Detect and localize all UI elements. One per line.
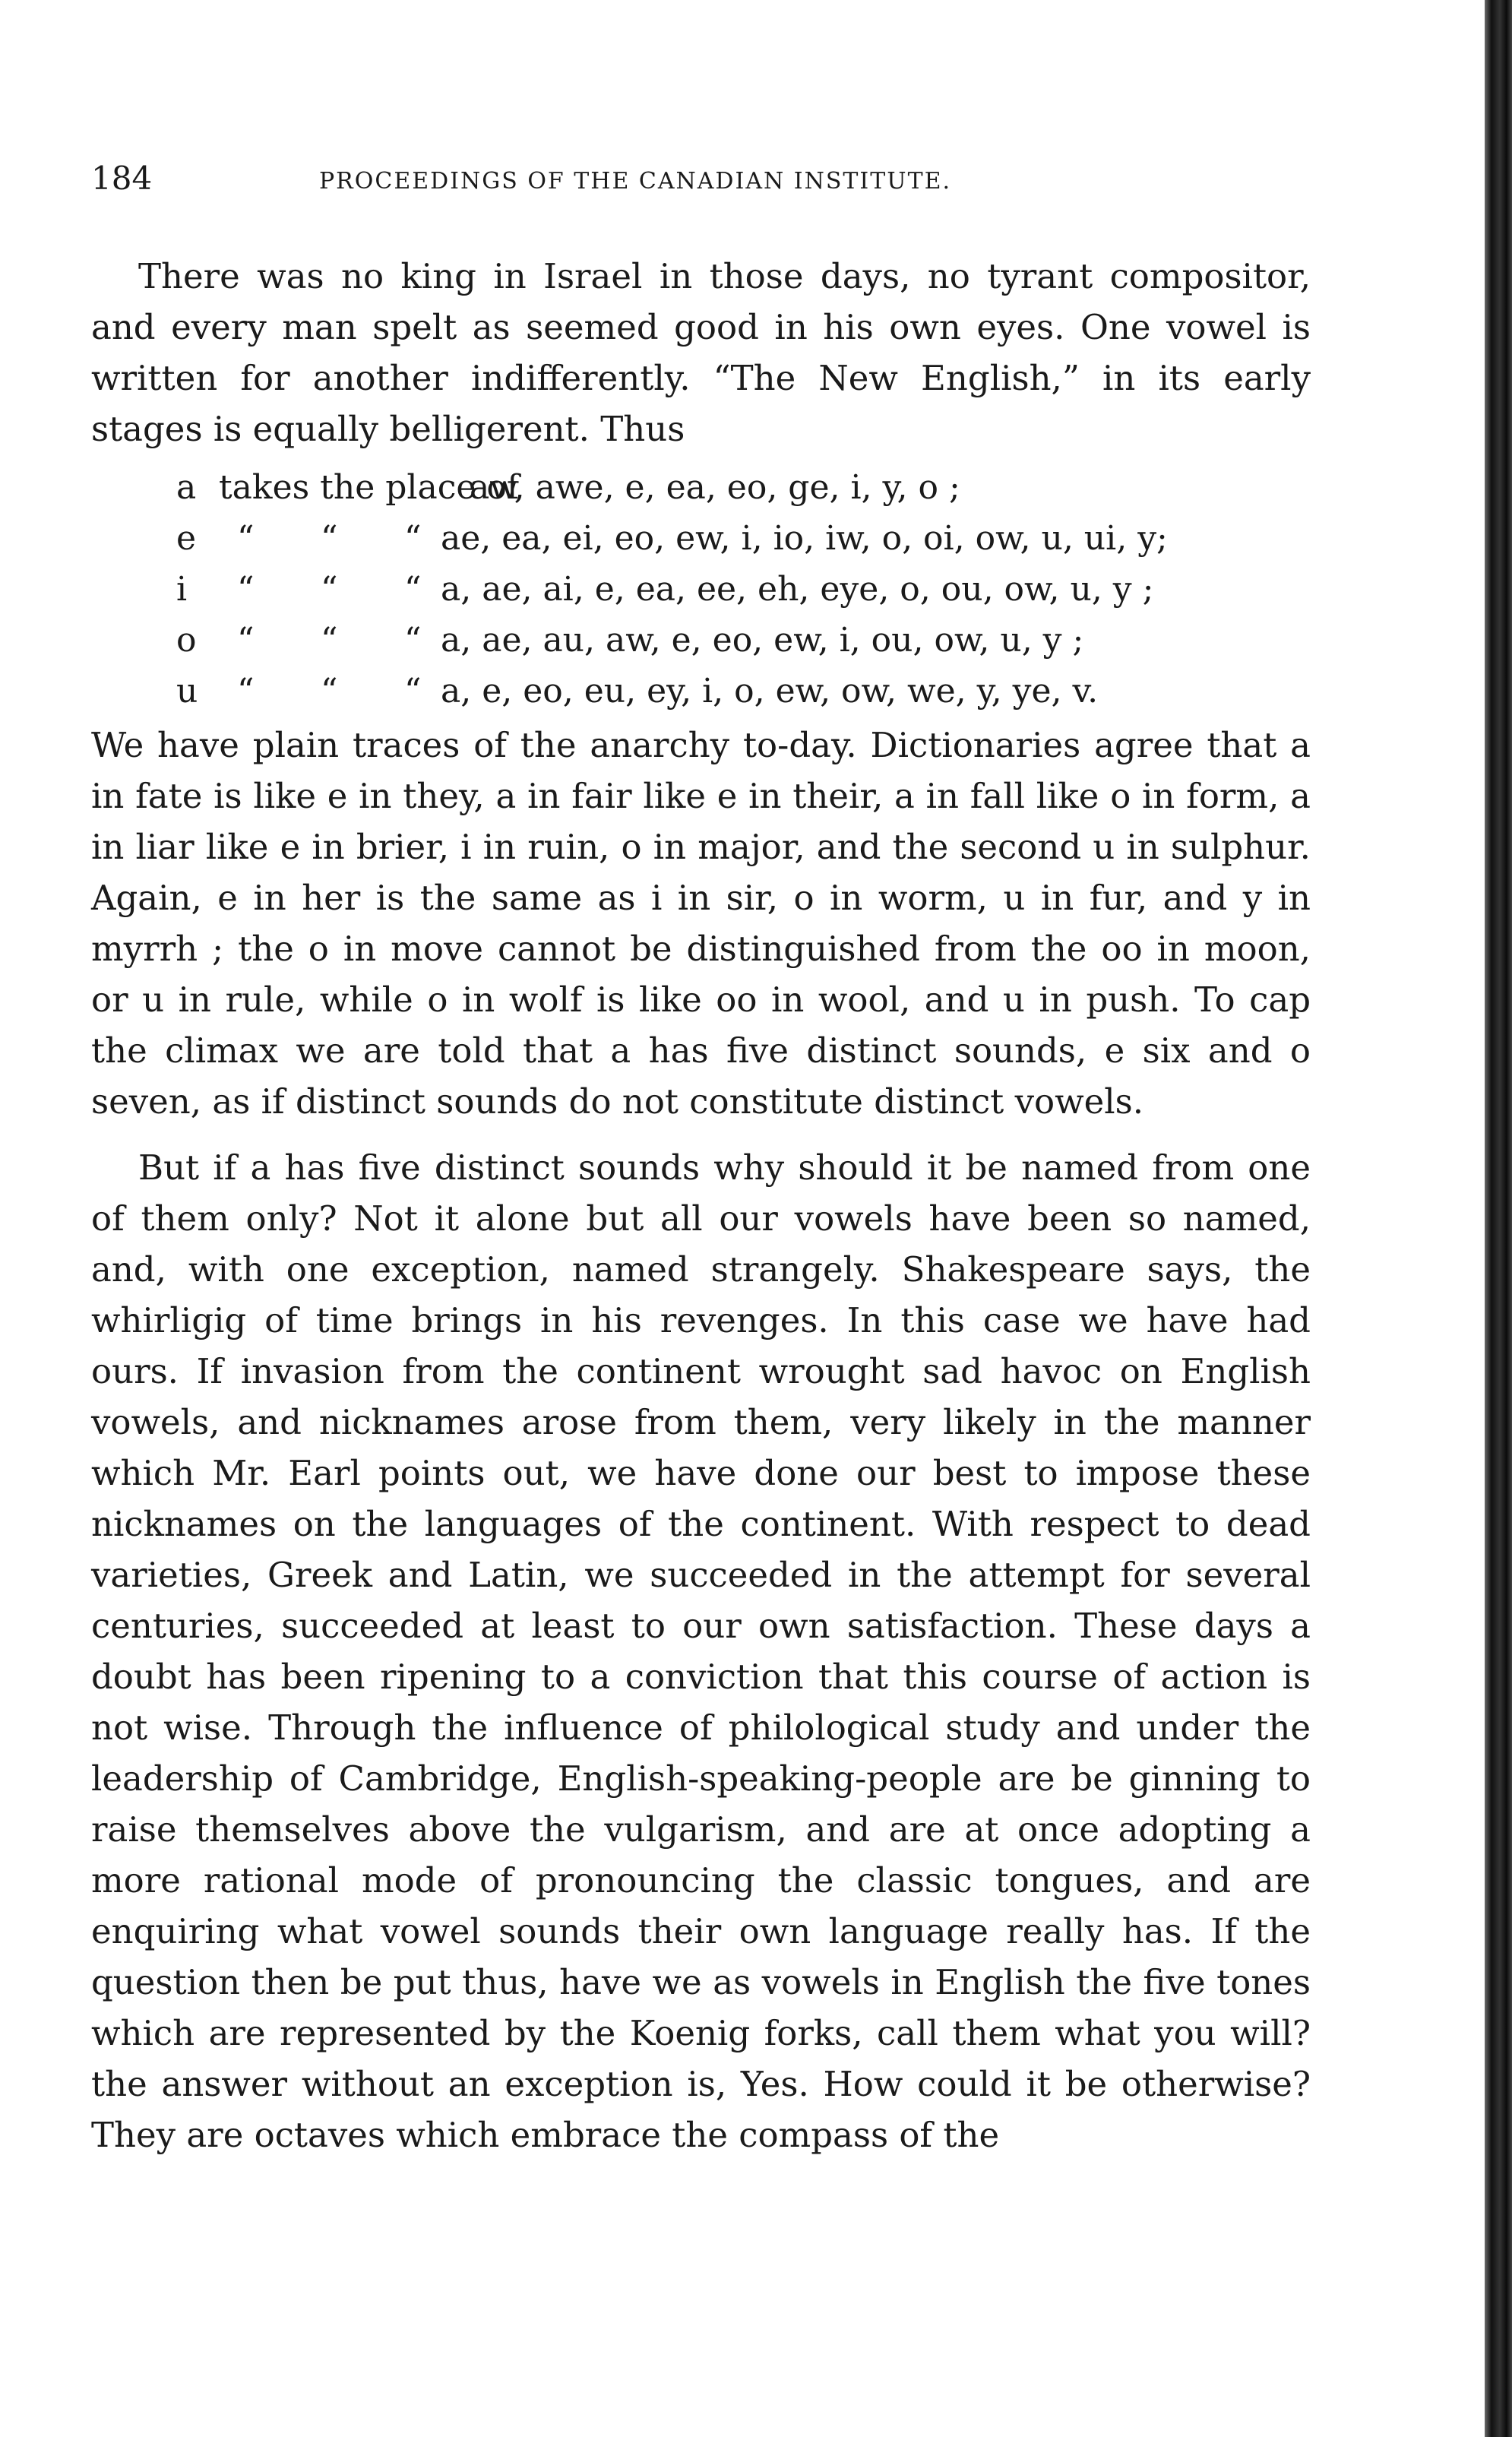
vowel-letter: u [176, 672, 198, 711]
ditto-mark: “ [321, 570, 338, 609]
paragraph-2: We have plain traces of the anarchy to-day. Dictionaries agree that a in fate is like e in they, a in fair like e in their, a in fall like o in form, a in liar like e in brier, i in ruin, o in major, and the second u in sulphur. Again, e in her is the same as i in sir, o in worm, u in fur, and y in myrrh ; the o in move cannot be distinguished from the oo in moon, or u in rule, while o in wolf is like oo in wool, and u in push. To cap the climax we are told that a has five distinct sounds, e six and o seven, as if distinct sounds do not constitute distinct vowels. [91, 725, 1311, 1122]
vowel-spellings: aw, awe, e, ea, eo, ge, i, y, o ; [470, 468, 960, 507]
paragraph-1: There was no king in Israel in those days, no tyrant compositor, and every man spelt as seemed good in his own eyes. One vowel is written for another indifferently. “The New English,” in its early stages is equally belligerent. Thus [91, 256, 1311, 449]
vowel-table [176, 462, 1311, 717]
ditto-mark: “ [404, 519, 422, 558]
vowel-row-o [176, 615, 1311, 666]
vowel-verb: takes the place of [219, 468, 520, 507]
page-binding-edge [1485, 0, 1512, 2437]
vowel-row-u [176, 666, 1311, 717]
ditto-mark: “ [237, 621, 255, 660]
page-header [91, 156, 1307, 201]
ditto-mark: “ [237, 519, 255, 558]
ditto-mark: “ [237, 570, 255, 609]
vowel-spellings: a, ae, ai, e, ea, ee, eh, eye, o, ou, ow, u, y ; [441, 570, 1154, 609]
vowel-row-i [176, 564, 1311, 615]
page-number: 184 [91, 160, 153, 197]
vowel-row-e [176, 513, 1311, 564]
ditto-mark: “ [321, 621, 338, 660]
ditto-mark: “ [404, 672, 422, 711]
vowel-letter: o [176, 621, 197, 660]
vowel-letter: e [176, 519, 197, 558]
vowel-spellings: ae, ea, ei, eo, ew, i, io, iw, o, oi, ow, u, ui, y; [441, 519, 1168, 558]
vowel-letter: i [176, 570, 188, 609]
vowel-spellings: a, e, eo, eu, ey, i, o, ew, ow, we, y, ye, v. [441, 672, 1099, 711]
ditto-mark: “ [321, 519, 338, 558]
ditto-mark: “ [404, 621, 422, 660]
body-text [91, 251, 1311, 2160]
vowel-row-a [176, 462, 1311, 513]
ditto-mark: “ [404, 570, 422, 609]
running-title: PROCEEDINGS OF THE CANADIAN INSTITUTE. [319, 168, 952, 195]
ditto-mark: “ [237, 672, 255, 711]
paragraph-3: But if a has five distinct sounds why should it be named from one of them only? Not it alone but all our vowels have been so named, and, with one exception, named strangely. Shakespeare says, the whirligig of time brings in his revenges. In this case we have had ours. If invasion from the continent wrought sad havoc on English vowels, and nicknames arose from them, very likely in the manner which Mr. Earl points out, we have done our best to impose these nicknames on the languages of the continent. With respect to dead varieties, Greek and Latin, we succeeded in the attempt for several centuries, succeeded at least to our own satisfaction. These days a doubt has been ripening to a conviction that this course of action is not wise. Through the influence of philological study and under the leadership of Cambridge, English-speaking-people are be ginning to raise themselves above the vulgarism, and are at once adopting a more rational mode of pronouncing the classic tongues, and are enquiring what vowel sounds their own language really has. If the question then be put thus, have we as vowels in English the five tones which are represented by the Koenig forks, call them what you will? the answer without an exception is, Yes. How could it be otherwise? They are octaves which embrace the compass of the [91, 1147, 1311, 2155]
vowel-spellings: a, ae, au, aw, e, eo, ew, i, ou, ow, u, y ; [441, 621, 1084, 660]
vowel-letter: a [176, 468, 197, 507]
ditto-mark: “ [321, 672, 338, 711]
